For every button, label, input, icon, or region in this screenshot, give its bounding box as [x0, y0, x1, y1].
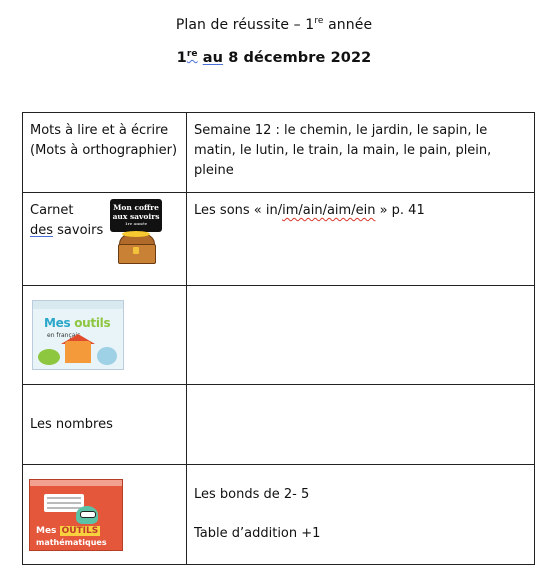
treasure-chest-logo: Mon coffre aux savoirs 1re année	[110, 199, 162, 267]
mes-outils-francais-cover: Mes outils en français	[32, 300, 124, 370]
plan-table	[22, 112, 535, 565]
row-label-cell	[23, 465, 187, 565]
mes-outils-math-cover: Mes OUTILS mathématiques	[29, 479, 123, 551]
table-row	[23, 385, 535, 465]
word-list: Semaine 12 : le chemin, le jardin, le sapin, le matin, le lutin, le train, la main, le pain, plein, pleine	[194, 123, 492, 178]
table-row	[23, 193, 535, 286]
row-content-cell	[187, 385, 535, 465]
row-content-cell	[187, 113, 535, 193]
date-sup: re	[186, 49, 198, 59]
table-row	[23, 465, 535, 565]
page-title: Plan de réussite – 1re année	[175, 16, 373, 33]
treasure-chest-icon	[116, 234, 156, 264]
row-label-cell: Mots à lire et à écrire (Mots à orthographier)	[23, 113, 187, 193]
row-label-cell: Carnet des savoirs Mon coffre aux savoirs 1re année	[23, 193, 187, 286]
table-row	[23, 113, 535, 193]
date-au: au	[202, 50, 224, 66]
row-content-cell: Les bonds de 2- 5 Table d’addition +1	[187, 465, 535, 565]
row-content-cell	[187, 286, 535, 385]
date-range: 1re au 8 décembre 2022	[176, 49, 372, 66]
row-label-cell	[23, 286, 187, 385]
row-label-cell: Les nombres	[23, 385, 187, 465]
row-content-cell: Les sons « in/im/ain/aim/ein » p. 41	[187, 193, 535, 286]
table-row	[23, 286, 535, 385]
